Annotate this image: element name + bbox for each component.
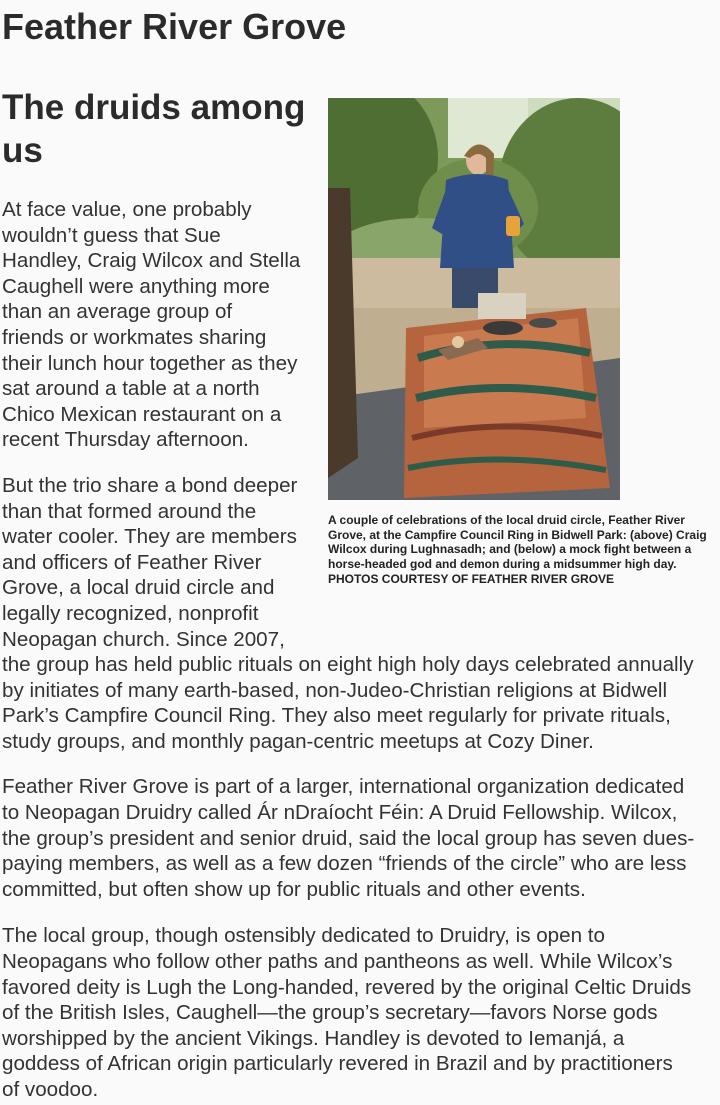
text-line: water cooler. They are members — [2, 525, 297, 549]
photo-caption — [328, 513, 720, 587]
text-line: of voodoo. — [2, 1078, 99, 1101]
text-line: the group has held public rituals on eight high holy days celebrated annually — [2, 653, 694, 677]
caption-line: Grove, at the Campfire Council Ring in Bidwell Park: (above) Craig — [328, 527, 707, 542]
text-line: the group’s president and senior druid, said the local group has seven dues- — [2, 826, 695, 850]
text-line: sat around a table at a north — [2, 377, 260, 401]
text-line: than an average group of — [2, 300, 233, 324]
text-line: The local group, though ostensibly dedicated to Druidry, is open to — [2, 924, 605, 948]
caption-line: horse-headed god and demon during a midsummer high day. — [328, 557, 677, 572]
text-line: Handley, Craig Wilcox and Stella — [2, 249, 301, 273]
site-title: Feather River Grove — [2, 6, 347, 47]
article-paragraph — [2, 774, 720, 902]
text-line: At face value, one probably — [2, 198, 252, 221]
text-line: and officers of Feather River — [2, 550, 262, 574]
article-headline — [2, 86, 320, 172]
text-line: Feather River Grove is part of a larger, international organization dedicated — [2, 775, 685, 799]
text-line: to Neopagan Druidry called Ár nDraíocht Féin: A Druid Fellowship. Wilcox, — [2, 801, 678, 825]
text-line: Neopagans who follow other paths and pantheons as well. While Wilcox’s — [2, 950, 673, 974]
text-line: friends or workmates sharing — [2, 325, 267, 349]
text-line: goddess of African origin particularly revered in Brazil and by practitioners — [2, 1052, 673, 1076]
text-line: their lunch hour together as they — [2, 351, 298, 375]
text-line: favored deity is Lugh the Long-handed, revered by the original Celtic Druids — [2, 975, 692, 999]
text-line: Chico Mexican restaurant on a — [2, 402, 282, 426]
text-line: study groups, and monthly pagan-centric meetups at Cozy Diner. — [2, 729, 594, 753]
headline-line: us — [2, 131, 43, 170]
text-line: legally recognized, nonprofit — [2, 601, 259, 625]
text-line: Caughell were anything more — [2, 274, 270, 298]
text-line: But the trio share a bond deeper — [2, 473, 298, 497]
text-line: recent Thursday afternoon. — [2, 428, 249, 452]
text-line: Park’s Campfire Council Ring. They also meet regularly for private rituals, — [2, 704, 671, 728]
text-line: wouldn’t guess that Sue — [2, 223, 221, 247]
headline-line: The druids among — [2, 88, 306, 127]
text-line: paying members, as well as a few dozen “friends of the circle” who are less — [2, 852, 687, 876]
text-line: by initiates of many earth-based, non-Judeo-Christian religions at Bidwell — [2, 678, 668, 702]
article-paragraph — [2, 923, 720, 1102]
caption-line: A couple of celebrations of the local druid circle, Feather River — [328, 513, 685, 527]
article-figure — [328, 98, 720, 587]
text-line: Grove, a local druid circle and — [2, 576, 275, 600]
text-line: Neopagan church. Since 2007, — [2, 627, 285, 651]
photo-credit: PHOTOS COURTESY OF FEATHER RIVER GROVE — [328, 571, 615, 586]
caption-line: Wilcox during Lughnasadh; and (below) a mock fight between a — [328, 542, 692, 557]
text-line: committed, but often show up for public rituals and other events. — [2, 877, 586, 901]
druid-photo[interactable] — [328, 98, 620, 500]
text-line: worshipped by the ancient Vikings. Handley is devoted to Iemanjá, a — [2, 1026, 625, 1050]
text-line: of the British Isles, Caughell—the group’s secretary—favors Norse gods — [2, 1001, 658, 1025]
text-line: than that formed around the — [2, 499, 257, 523]
